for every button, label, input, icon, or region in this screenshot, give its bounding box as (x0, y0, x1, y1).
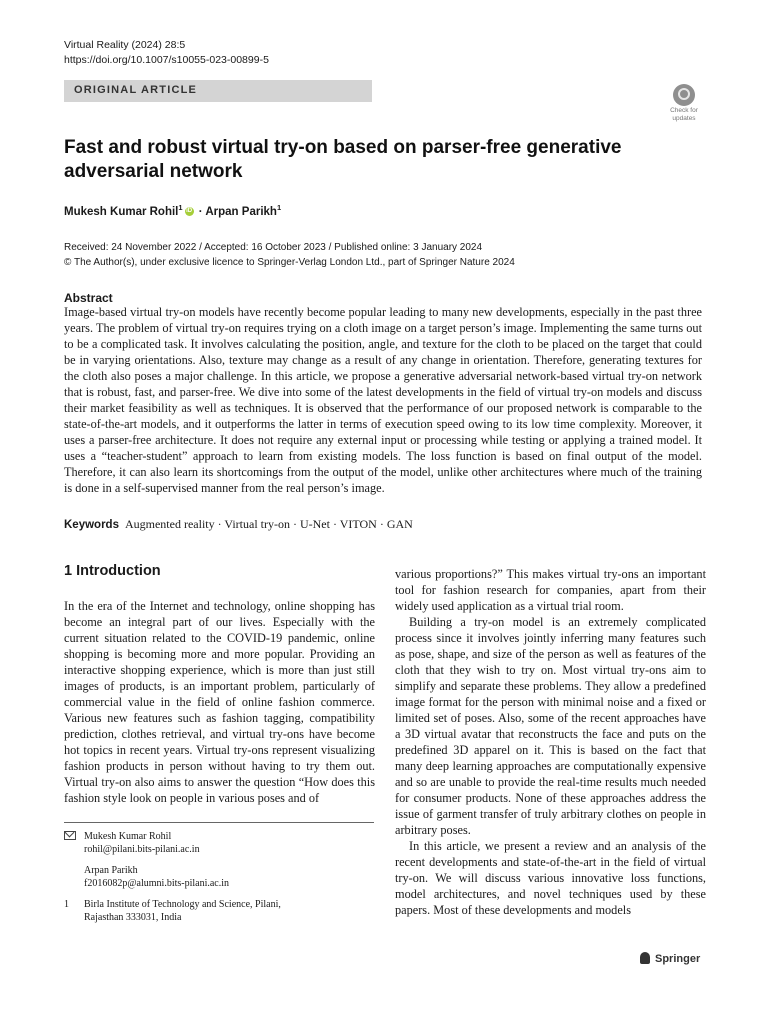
check-badge-line1: Check for (670, 107, 698, 114)
affiliation-mark: 1 (178, 203, 183, 212)
contact-email[interactable]: f2016082p@alumni.bits-pilani.ac.in (84, 878, 230, 889)
check-for-updates-icon (673, 84, 695, 106)
right-column (395, 566, 706, 918)
doi-link[interactable]: https://doi.org/10.1007/s10055-023-00899-5 (64, 54, 269, 66)
affiliation-mark: 1 (276, 203, 282, 212)
journal-citation: Virtual Reality (2024) 28:5 (64, 39, 186, 51)
section-heading: 1 Introduction (64, 563, 161, 579)
author-name[interactable]: Mukesh Kumar Rohil (64, 205, 179, 218)
affiliation-line: Rajasthan 333031, India (84, 912, 182, 923)
history-dates: Received: 24 November 2022 / Accepted: 16 October 2023 / Published online: 3 January 2024 (64, 242, 483, 253)
publication-dates (64, 240, 515, 270)
paragraph: In this article, we present a review and an analysis of the recent developments and state-of-the-art in the field of virtual try-on. We will discuss various innovative loss functions, model architectures, and novel techniques used by these papers. Most of these developments and models (395, 839, 706, 917)
corresponding-author (64, 830, 374, 856)
abstract-heading: Abstract (64, 291, 113, 305)
copyright-line: © The Author(s), under exclusive licence to Springer-Verlag London Ltd., part of Springer Nature 2024 (64, 257, 515, 268)
paragraph: various proportions?” This makes virtual try-ons an important tool for fashion research for companies, apart from their widely used application as a virtual trial room. (395, 567, 706, 613)
affiliation (64, 898, 374, 924)
contact-name: Arpan Parikh (84, 865, 138, 876)
paragraph: Building a try-on model is an extremely complicated process since it involves jointly inferring many features such as pose, shape, and size of the person as well as features of the cloth that they wish to try on. Most virtual try-ons aim to simplify and separate these problems. They allow a predefined image format for the person with minimal noise and a fixed or limited set of poses. Also, some of the recent approaches have a 3D virtual avatar that reconstructs the face and puts on the predefined 3D apparel on it. This is based on the fact that many deep learning approaches are computationally expensive and so are unable to provide the real-time results much needed for consumer products. None of these approaches address the issue of garment transfer of truly arbitrary clothes on people in arbitrary poses. (395, 615, 706, 837)
abstract-text: Image-based virtual try-on models have recently become popular leading to many new developments, especially in the past three years. The problem of virtual try-on requires trying on a cloth image on a target person’s image. Implementing the same turns out to be a complicated task. It involves calculating the position, angle, and texture for the cloth to be placed on the target that could be in varying orientations. Also, texture may change as a result of any change in orientation. Therefore, generating textures for the cloth also poses a major challenge. In this article, we propose a generative adversarial network-based virtual try-on network that is robust, fast, and parser-free. We dive into some of the latest developments in the field of virtual try-on models and discuss their market feasibility as well as techniques. It is observed that the performance of our proposed network is comparable to the state-of-the-art models, and it outperforms the latter in terms of execution speed owing to its low time complexity. Moreover, it uses a parser-free architecture. It does not require any external input or processing while testing or applying a trained model. It uses a “teacher-student” approach to learn from existing models. The loss function is based on final output of the model. Therefore, it can also learn its shortcomings from the output of the model, unlike other architectures where much of the training is done in a self-supervised manner from the real person’s image. (64, 305, 702, 495)
affiliation-line: Birla Institute of Technology and Science, Pilani, (84, 899, 281, 910)
contact-email[interactable]: rohil@pilani.bits-pilani.ac.in (84, 844, 200, 855)
article-type-label: ORIGINAL ARTICLE (74, 84, 198, 96)
publisher-name: Springer (655, 953, 701, 965)
footnotes (64, 830, 374, 932)
article-type-banner (64, 80, 372, 102)
left-column (64, 598, 375, 806)
check-badge-line2: updates (672, 115, 696, 122)
affiliation-number: 1 (64, 899, 69, 910)
paper-title: Fast and robust virtual try-on based on parser-free generative adversarial network (64, 137, 622, 182)
publisher-logo (640, 952, 700, 965)
check-for-updates-badge[interactable] (664, 84, 704, 124)
footnote-divider (64, 822, 374, 823)
contact-name: Mukesh Kumar Rohil (84, 831, 172, 842)
keywords-list: Augmented reality · Virtual try-on · U-Net · VITON · GAN (124, 517, 413, 531)
envelope-icon (64, 831, 76, 840)
co-author-contact (64, 864, 374, 890)
keywords-heading: Keywords (64, 519, 119, 531)
paragraph: In the era of the Internet and technology, online shopping has become an integral part of our lives. Especially with the current situation related to the COVID-19 pandemic, online shopping is becoming more and more popular. Providing an interactive shopping experience, which is more than just still images of products, is an important problem, particularly of commercial value in the field of online fashion commerce. Various new features such as fashion tagging, compatibility prediction, clothes retrieval, and virtual try-ons have become hot topics in recent years. Virtual try-ons represent visualizing fashion products in person without having to try them out. Virtual try-on also aims to answer the question “How does this fashion style look on people in various poses and of (64, 599, 375, 805)
journal-header (64, 38, 269, 68)
author-list (64, 203, 281, 218)
author-separator: · (195, 205, 206, 218)
springer-horse-icon (640, 952, 650, 964)
orcid-icon[interactable]: iD (186, 208, 193, 215)
keywords (64, 517, 413, 532)
author-name[interactable]: Arpan Parikh (205, 205, 277, 218)
